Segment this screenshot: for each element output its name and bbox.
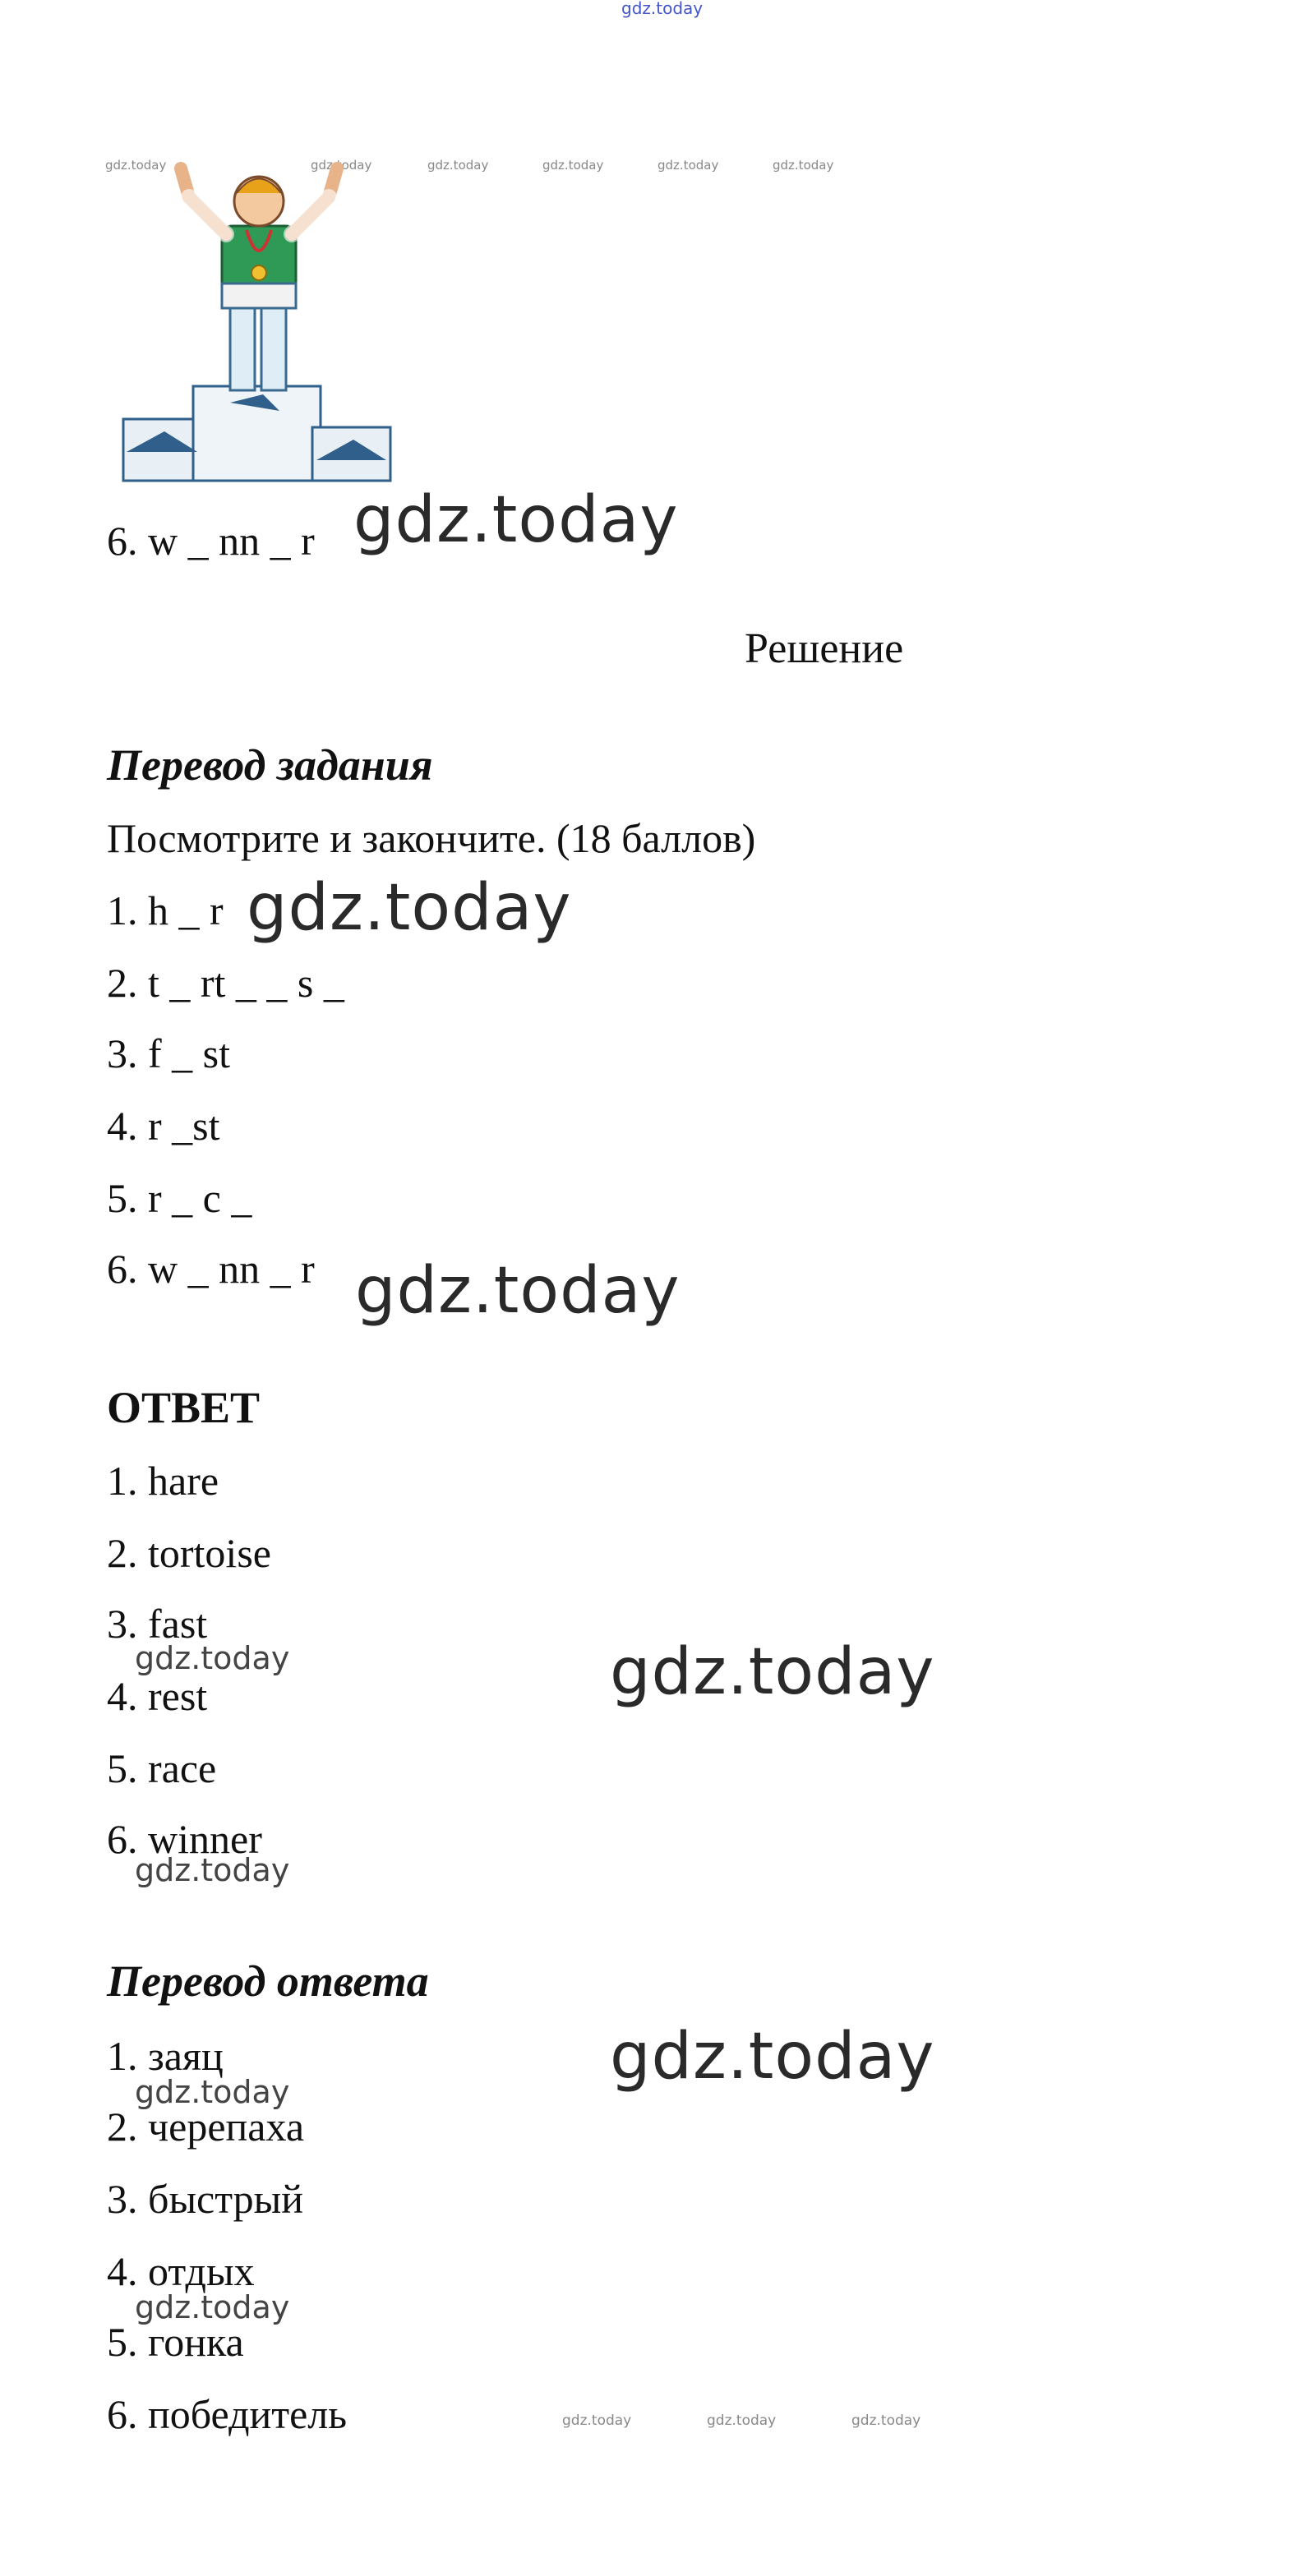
answer-item: 1. hare — [107, 1458, 219, 1504]
answer-item: 2. tortoise — [107, 1530, 271, 1576]
exercise-item: 6. w _ nn _ r — [107, 518, 315, 564]
watermark: gdz.today — [542, 158, 604, 173]
answer-translation-item: 1. заяц — [107, 2033, 224, 2079]
answer-translation-item: 3. быстрый — [107, 2176, 304, 2222]
watermark: gdz.today — [135, 1640, 290, 1676]
answer-translation-heading: Перевод ответа — [107, 1956, 429, 2006]
task-item: 4. r _st — [107, 1103, 220, 1149]
task-item: 6. w _ nn _ r — [107, 1246, 315, 1292]
watermark: gdz.today — [247, 871, 572, 945]
watermark: gdz.today — [610, 1635, 935, 1709]
watermark: gdz.today — [135, 1852, 290, 1888]
watermark: gdz.today — [311, 158, 372, 173]
watermark: gdz.today — [353, 483, 679, 557]
winner-podium-illustration — [115, 148, 403, 485]
task-translation-heading: Перевод задания — [107, 740, 433, 790]
answer-translation-item: 2. черепаха — [107, 2104, 305, 2150]
answer-item: 3. fast — [107, 1601, 208, 1647]
answer-translation-item: 5. гонка — [107, 2319, 244, 2365]
watermark: gdz.today — [355, 1254, 681, 1328]
task-instruction: Посмотрите и закончите. (18 баллов) — [107, 815, 756, 861]
watermark: gdz.today — [610, 2020, 935, 2094]
watermark: gdz.today — [851, 2412, 921, 2429]
watermark: gdz.today — [105, 158, 167, 173]
solution-heading: Решение — [745, 625, 904, 672]
watermark: gdz.today — [135, 2074, 290, 2110]
watermark: gdz.today — [427, 158, 489, 173]
answer-translation-item: 6. победитель — [107, 2391, 348, 2437]
task-item: 1. h _ r — [107, 887, 224, 933]
watermark: gdz.today — [135, 2289, 290, 2325]
task-item: 2. t _ rt _ _ s _ — [107, 960, 344, 1006]
answer-item: 5. race — [107, 1745, 217, 1791]
answer-item: 4. rest — [107, 1673, 208, 1719]
watermark: gdz.today — [707, 2412, 777, 2429]
watermark: gdz.today — [658, 158, 719, 173]
task-item: 3. f _ st — [107, 1030, 230, 1076]
top-link[interactable]: gdz.today — [621, 0, 704, 18]
watermark: gdz.today — [562, 2412, 632, 2429]
answer-translation-item: 4. отдых — [107, 2248, 255, 2294]
watermark: gdz.today — [773, 158, 834, 173]
answer-heading: ОТВЕТ — [107, 1383, 261, 1432]
task-item: 5. r _ c _ — [107, 1175, 252, 1221]
answer-item: 6. winner — [107, 1816, 262, 1862]
